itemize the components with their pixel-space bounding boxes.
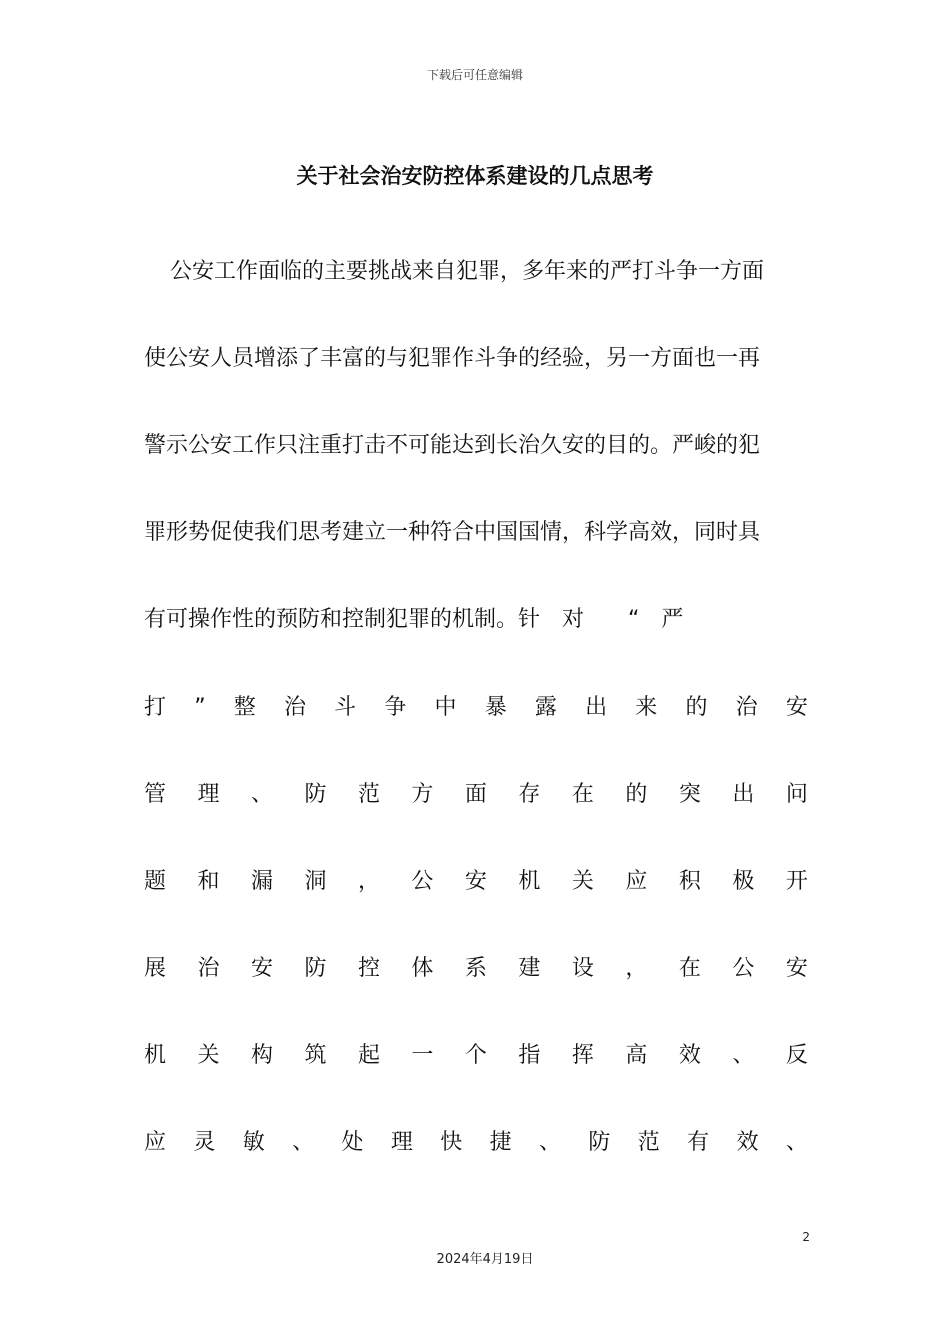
body-char: 展	[144, 956, 167, 981]
body-char: 个	[464, 1043, 487, 1068]
body-char: 、	[785, 1130, 808, 1155]
body-char: 机	[518, 869, 541, 894]
footer-date: 2024年4月19日	[436, 1252, 534, 1267]
body-char: 应	[144, 1130, 167, 1155]
body-char: 有	[687, 1130, 710, 1155]
body-char: 快	[440, 1130, 463, 1155]
body-line	[144, 691, 808, 725]
body-char: 安	[250, 956, 273, 981]
body-char: 捷	[489, 1130, 512, 1155]
body-char: 理	[197, 782, 220, 807]
body-line	[144, 1039, 808, 1073]
body-char: 体	[411, 956, 434, 981]
body-char: 灵	[193, 1130, 216, 1155]
body-char: 积	[678, 869, 701, 894]
body-char: 面	[464, 782, 487, 807]
body-char: 、	[292, 1130, 315, 1155]
body-char: 起	[357, 1043, 380, 1068]
body-char: ”	[194, 695, 206, 720]
body-char: 暴	[484, 695, 507, 720]
body-char: 高	[625, 1043, 648, 1068]
body-char: 漏	[250, 869, 273, 894]
body-char: 机	[144, 1043, 167, 1068]
body-char: 的	[685, 695, 708, 720]
body-char: 效	[678, 1043, 701, 1068]
body-char: 关	[197, 1043, 220, 1068]
body-char: 应	[625, 869, 648, 894]
body-line	[144, 865, 808, 899]
body-line: 罪形势促使我们思考建立一种符合中国国情，科学高效，同时具	[144, 520, 761, 545]
body-char: 露	[534, 695, 557, 720]
body-char: 防	[588, 1130, 611, 1155]
body-char: 开	[785, 869, 808, 894]
body-char: 公	[732, 956, 755, 981]
body-char: ，	[357, 869, 380, 894]
body-char: 设	[571, 956, 594, 981]
body-char: 关	[571, 869, 594, 894]
body-char: 极	[732, 869, 755, 894]
body-char: 反	[785, 1043, 808, 1068]
body-char: 防	[304, 782, 327, 807]
body-line	[144, 952, 808, 986]
body-char: 指	[518, 1043, 541, 1068]
body-char: 处	[341, 1130, 364, 1155]
body-char: 来	[635, 695, 658, 720]
body-char: 在	[678, 956, 701, 981]
body-line: 公安工作面临的主要挑战来自犯罪，多年来的严打斗争一方面	[170, 259, 765, 284]
body-char: 和	[197, 869, 220, 894]
body-char: 安	[785, 956, 808, 981]
body-char: 存	[518, 782, 541, 807]
body-char: 出	[732, 782, 755, 807]
body-char: 整	[233, 695, 256, 720]
body-line: 有可操作性的预防和控制犯罪的机制。针 对 “ 严	[144, 607, 684, 632]
body-char: 突	[678, 782, 701, 807]
body-char: ，	[625, 956, 648, 981]
body-char: 公	[411, 869, 434, 894]
header-note: 下载后可任意编辑	[426, 68, 523, 82]
body-char: 一	[411, 1043, 434, 1068]
body-char: 争	[384, 695, 407, 720]
body-char: 治	[283, 695, 306, 720]
body-char: 出	[585, 695, 608, 720]
body-char: 治	[197, 956, 220, 981]
body-char: 中	[434, 695, 457, 720]
body-char: 构	[250, 1043, 273, 1068]
body-char: 管	[144, 782, 167, 807]
body-char: 洞	[304, 869, 327, 894]
body-char: 建	[518, 956, 541, 981]
page-number: 2	[802, 1230, 810, 1244]
body-line: 警示公安工作只注重打击不可能达到长治久安的目的。严峻的犯	[144, 433, 761, 458]
body-char: 安	[785, 695, 808, 720]
body-char: 系	[464, 956, 487, 981]
body-char: 范	[357, 782, 380, 807]
body-char: 防	[304, 956, 327, 981]
body-char: 方	[411, 782, 434, 807]
body-char: 挥	[571, 1043, 594, 1068]
body-char: 、	[732, 1043, 755, 1068]
body-char: 打	[144, 695, 167, 720]
body-char: 治	[735, 695, 758, 720]
document-title: 关于社会治安防控体系建设的几点思考	[296, 164, 654, 188]
body-char: 控	[357, 956, 380, 981]
body-char: 理	[390, 1130, 413, 1155]
body-line	[144, 778, 808, 812]
body-char: 斗	[334, 695, 357, 720]
body-char: 安	[464, 869, 487, 894]
body-char: 筑	[304, 1043, 327, 1068]
body-char: 、	[539, 1130, 562, 1155]
body-char: 效	[736, 1130, 759, 1155]
body-char: 在	[571, 782, 594, 807]
body-char: 问	[785, 782, 808, 807]
body-char: 、	[250, 782, 273, 807]
body-char: 敏	[242, 1130, 265, 1155]
body-line: 使公安人员增添了丰富的与犯罪作斗争的经验，另一方面也一再	[144, 346, 761, 371]
body-char: 题	[144, 869, 167, 894]
body-char: 的	[625, 782, 648, 807]
body-char: 范	[637, 1130, 660, 1155]
body-line	[144, 1126, 808, 1160]
